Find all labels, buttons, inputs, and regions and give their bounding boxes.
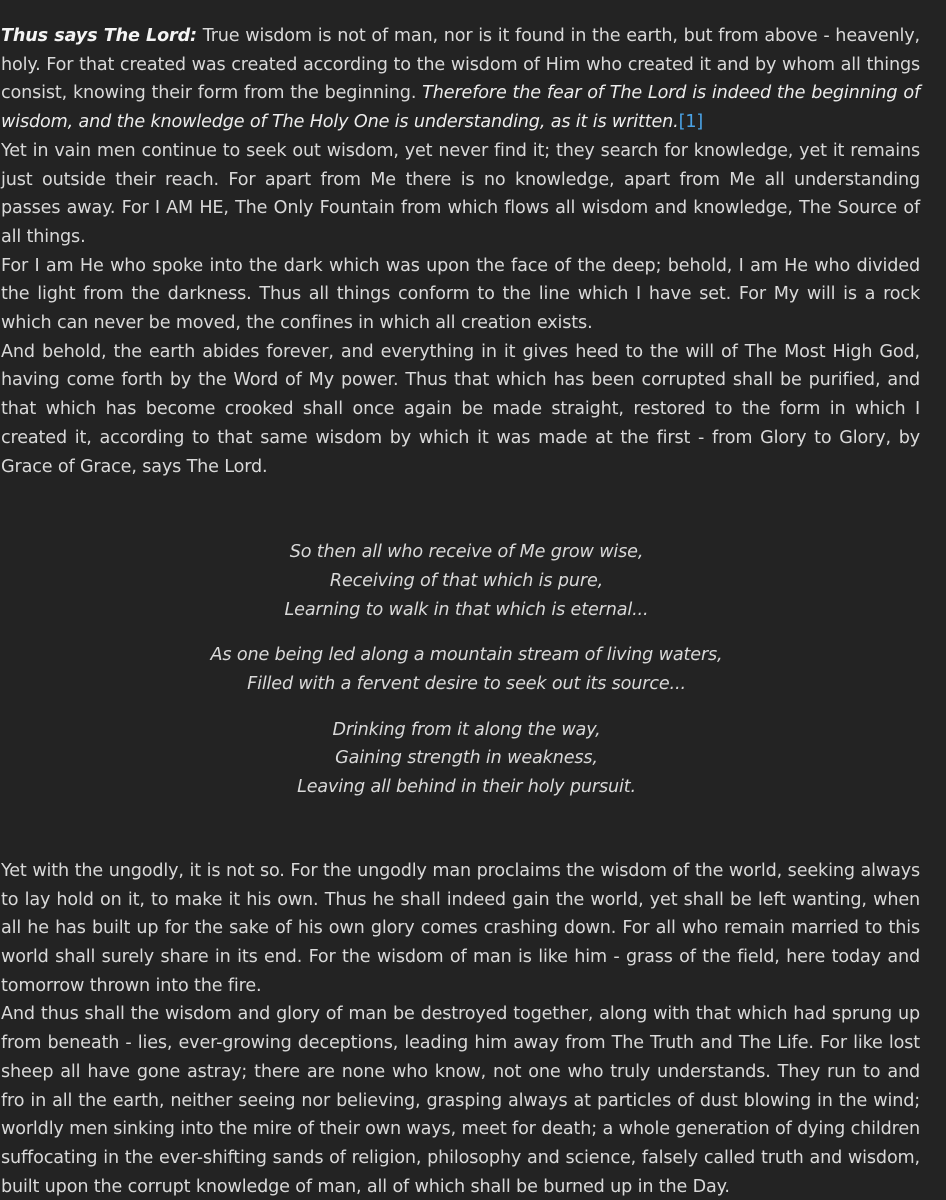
footnote-link[interactable]: [1] [678, 112, 704, 133]
poem [1, 538, 920, 802]
paragraph-5: Yet with the ungodly, it is not so. For the ungodly man proclaims the wisdom of the world, seeking always to lay hold on it, to make it his own. Thus he shall indeed gain the world, yet shall be left wanting, when all he has built up for the sake of his own glory comes crashing down. For all who remain married to this world shall surely share in its end. For the wisdom of man is like him - grass of the field, here today and tomorrow thrown into the fire. [1, 860, 920, 996]
paragraph-3: For I am He who spoke into the dark which was upon the face of the deep; behold, I am He who divided the light from the darkness. Thus all things conform to the line which I have set. For My will is a rock which can never be moved, the confines in which all creation exists. [1, 255, 920, 334]
poem-line: Drinking from it along the way, [332, 719, 601, 740]
poem-line: So then all who receive of Me grow wise, [289, 542, 644, 563]
paragraph-1 [1, 22, 920, 137]
poem-line: Leaving all behind in their holy pursuit. [297, 777, 636, 798]
poem-stanza-1 [13, 538, 920, 624]
poem-line: Gaining strength in weakness, [335, 748, 598, 769]
poem-line: As one being led along a mountain stream of living waters, [210, 645, 723, 666]
poem-stanza-3 [13, 716, 920, 802]
paragraph-4: And behold, the earth abides forever, and everything in it gives heed to the will of The Most High God, having come forth by the Word of My power. Thus that which has been corrupted shall be purified, and that which has become crooked shall once again be made straight, restored to the form in which I created it, according to that same wisdom by which it was made at the first - from Glory to Glory, by Grace of Grace, says The Lord. [1, 341, 920, 477]
paragraph-6: And thus shall the wisdom and glory of man be destroyed together, along with that which had sprung up from beneath - lies, ever-growing deceptions, leading him away from The Truth and The Life. For like lost sheep all have gone astray; there are none who know, not one who truly understands. They run to and fro in all the earth, neither seeing nor believing, grasping always at particles of dust blowing in the wind; worldly men sinking into the mire of their own ways, meet for death; a whole generation of dying children suffocating in the ever-shifting sands of religion, philosophy and science, falsely called truth and wisdom, built upon the corrupt knowledge of man, all of which shall be burned up in the Day. [1, 1004, 920, 1197]
poem-line: Learning to walk in that which is eternal... [284, 599, 649, 620]
poem-stanza-2 [13, 641, 920, 698]
poem-line: Receiving of that which is pure, [329, 570, 604, 591]
paragraph-2: Yet in vain men continue to seek out wisdom, yet never find it; they search for knowledge, yet it remains just outside their reach. For apart from Me there is no knowledge, apart from Me all understanding passes away. For I AM HE, The Only Fountain from which flows all wisdom and knowledge, The Source of all things. [1, 140, 920, 247]
lead-phrase: Thus says The Lord: [1, 26, 197, 46]
scripture-quote: Therefore the fear of The Lord is indeed the beginning of wisdom, and the knowledge of The Holy One is understanding, as it is written. [1, 83, 920, 133]
paragraph-1-text: True wisdom is not of man, nor is it found in the earth, but from above - heavenly, holy. For that created was created according to the wisdom of Him who created it and by whom all things consist, knowing their form from the beginning. [1, 26, 920, 104]
poem-line: Filled with a fervent desire to seek out its source... [247, 674, 686, 695]
